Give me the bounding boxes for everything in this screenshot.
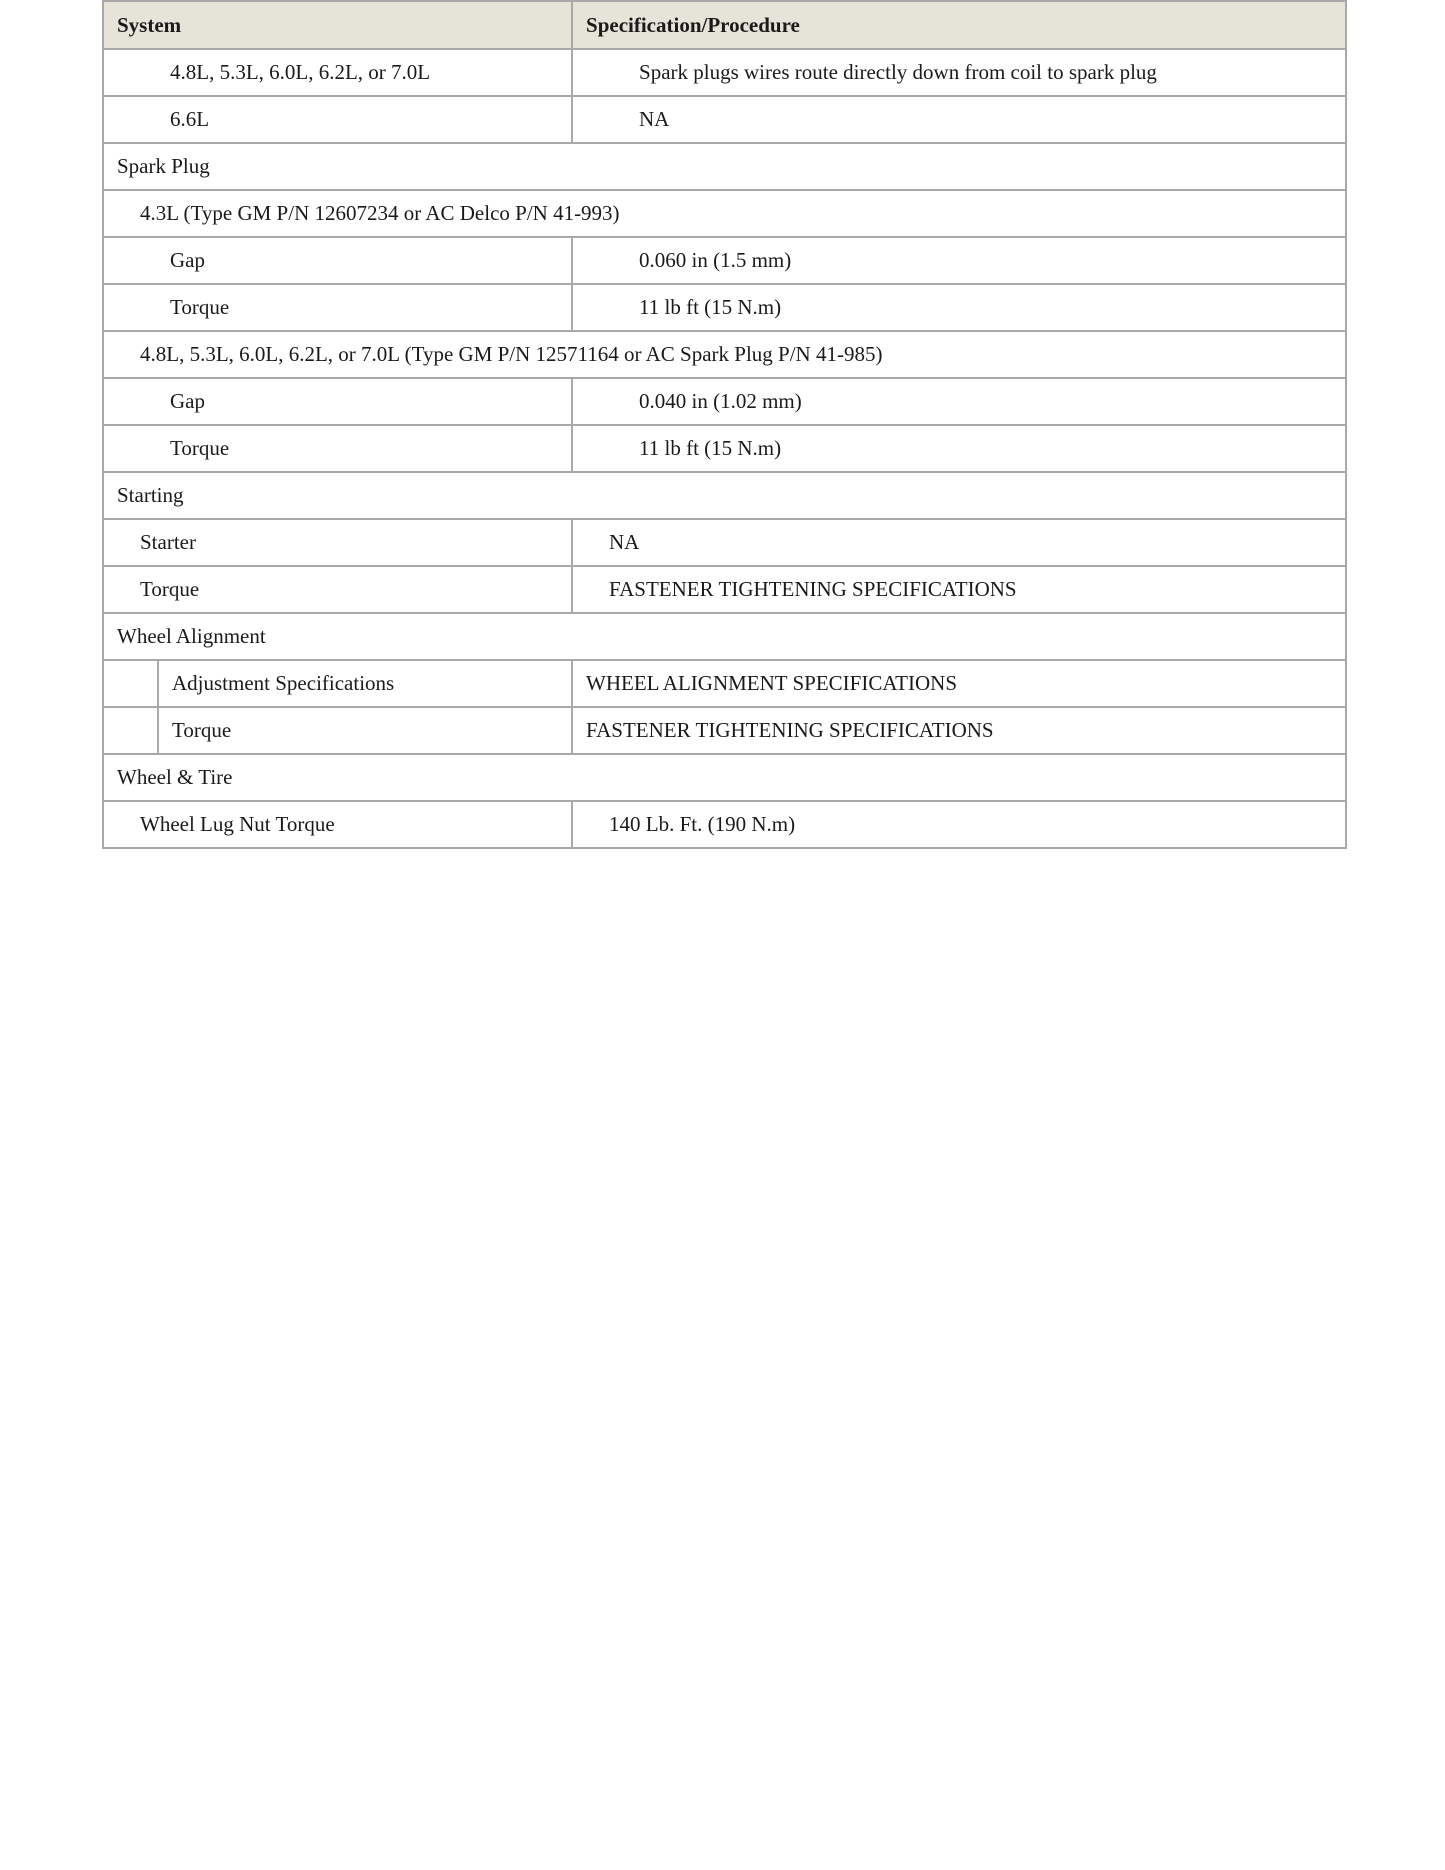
table-section-row	[103, 472, 1346, 519]
table-row	[103, 378, 1346, 425]
system-cell: 4.8L, 5.3L, 6.0L, 6.2L, or 7.0L	[103, 49, 572, 96]
section-heading: 4.3L (Type GM P/N 12607234 or AC Delco P/N 41-993)	[103, 190, 1346, 237]
system-cell: 6.6L	[103, 96, 572, 143]
system-cell: Torque	[103, 566, 572, 613]
spec-cell: NA	[572, 96, 1346, 143]
spec-cell: NA	[572, 519, 1346, 566]
section-heading: 4.8L, 5.3L, 6.0L, 6.2L, or 7.0L (Type GM P/N 12571164 or AC Spark Plug P/N 41-985)	[103, 331, 1346, 378]
system-cell: Gap	[103, 378, 572, 425]
system-cell: Torque	[158, 707, 572, 754]
table-header-row	[103, 1, 1346, 49]
table-section-row	[103, 190, 1346, 237]
table-row	[103, 519, 1346, 566]
spec-cell: 0.060 in (1.5 mm)	[572, 237, 1346, 284]
system-cell: Starter	[103, 519, 572, 566]
spec-cell: 11 lb ft (15 N.m)	[572, 284, 1346, 331]
header-system: System	[103, 1, 572, 49]
spec-cell: FASTENER TIGHTENING SPECIFICATIONS	[572, 707, 1346, 754]
section-heading: Wheel & Tire	[103, 754, 1346, 801]
section-heading: Spark Plug	[103, 143, 1346, 190]
specifications-table	[102, 0, 1347, 849]
system-cell: Torque	[103, 284, 572, 331]
table-row	[103, 284, 1346, 331]
system-cell: Adjustment Specifications	[158, 660, 572, 707]
table-row	[103, 96, 1346, 143]
section-heading: Wheel Alignment	[103, 613, 1346, 660]
section-heading: Starting	[103, 472, 1346, 519]
table-body	[103, 49, 1346, 848]
spec-cell: FASTENER TIGHTENING SPECIFICATIONS	[572, 566, 1346, 613]
spec-cell: 140 Lb. Ft. (190 N.m)	[572, 801, 1346, 848]
system-cell: Wheel Lug Nut Torque	[103, 801, 572, 848]
table-row	[103, 707, 1346, 754]
system-cell: Gap	[103, 237, 572, 284]
indent-spacer-cell	[103, 707, 158, 754]
table-row	[103, 566, 1346, 613]
table-row	[103, 660, 1346, 707]
indent-spacer-cell	[103, 660, 158, 707]
spec-cell: Spark plugs wires route directly down from coil to spark plug	[572, 49, 1346, 96]
spec-cell: 0.040 in (1.02 mm)	[572, 378, 1346, 425]
system-cell: Torque	[103, 425, 572, 472]
table-section-row	[103, 331, 1346, 378]
table-row	[103, 801, 1346, 848]
header-specification: Specification/Procedure	[572, 1, 1346, 49]
spec-cell: 11 lb ft (15 N.m)	[572, 425, 1346, 472]
spec-cell: WHEEL ALIGNMENT SPECIFICATIONS	[572, 660, 1346, 707]
table-section-row	[103, 613, 1346, 660]
table-row	[103, 237, 1346, 284]
table-section-row	[103, 143, 1346, 190]
table-row	[103, 425, 1346, 472]
table-section-row	[103, 754, 1346, 801]
table-row	[103, 49, 1346, 96]
